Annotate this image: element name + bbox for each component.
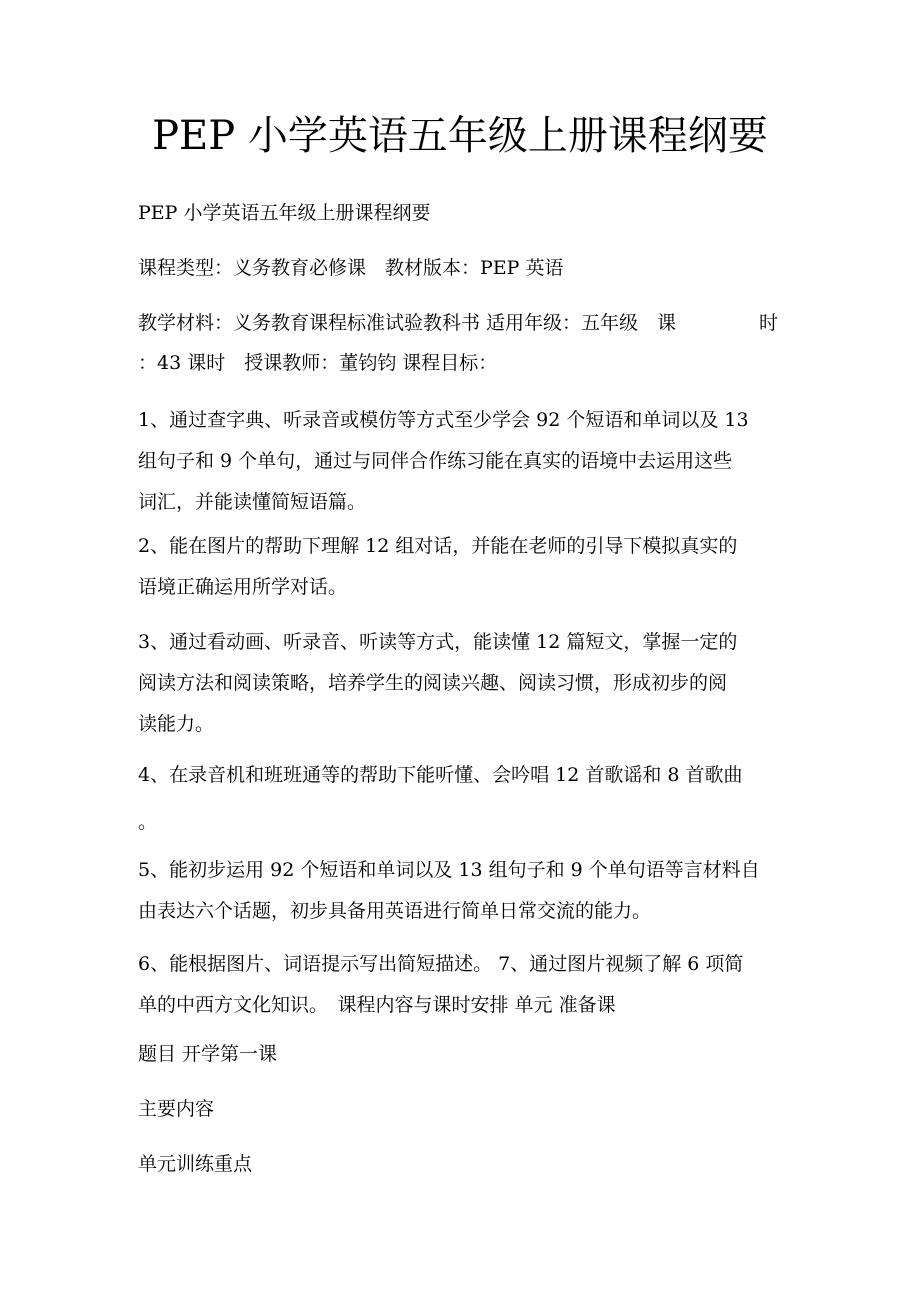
- goal-6-line-1: 6、能根据图片、词语提示写出简短描述。 7、通过图片视频了解 6 项简: [138, 953, 744, 975]
- goal-item-6-7: [138, 944, 788, 1026]
- goal-5-line-2: 由表达六个话题，初步具备用英语进行简单日常交流的能力。: [138, 900, 652, 922]
- unit-focus-label: 单元训练重点: [138, 1153, 253, 1175]
- goal-item-5: [138, 850, 788, 932]
- course-meta-materials: [138, 309, 788, 337]
- course-meta-hours-teacher: ：43 课时 授课教师：董钧钧 课程目标：: [138, 352, 498, 374]
- goal-item-1: [138, 400, 788, 523]
- goal-1-line-1: 1、通过查字典、听录音或模仿等方式至少学会 92 个短语和单词以及 13: [138, 409, 749, 431]
- course-meta-materials-right: 时: [758, 312, 778, 334]
- goal-5-line-1: 5、能初步运用 92 个短语和单词以及 13 组句子和 9 个单句语等言材料自: [138, 859, 760, 881]
- main-content-label: 主要内容: [138, 1098, 215, 1120]
- topic-line: 题目 开学第一课: [138, 1043, 278, 1065]
- goal-1-line-2: 组句子和 9 个单句，通过与同伴合作练习能在真实的语境中去运用这些: [138, 450, 733, 472]
- goal-item-3: [138, 622, 788, 745]
- document-subtitle: PEP 小学英语五年级上册课程纲要: [138, 202, 431, 224]
- goal-item-4: [138, 755, 788, 843]
- goal-2-line-1: 2、能在图片的帮助下理解 12 组对话，并能在老师的引导下模拟真实的: [138, 535, 738, 557]
- course-meta-type-version: 课程类型：义务教育必修课 教材版本：PEP 英语: [138, 257, 564, 279]
- goal-2-line-2: 语境正确运用所学对话。: [138, 576, 348, 598]
- goal-3-line-2: 阅读方法和阅读策略，培养学生的阅读兴趣、阅读习惯，形成初步的阅: [138, 672, 728, 694]
- goal-item-2: [138, 526, 788, 608]
- goal-1-line-3: 词汇，并能读懂简短语篇。: [138, 491, 367, 513]
- goal-3-line-3: 读能力。: [138, 713, 215, 735]
- document-title: PEP 小学英语五年级上册课程纲要: [152, 113, 768, 159]
- goal-3-line-1: 3、通过看动画、听录音、听读等方式，能读懂 12 篇短文，掌握一定的: [138, 631, 738, 653]
- goal-4-line-1: 4、在录音机和班班通等的帮助下能听懂、会吟唱 12 首歌谣和 8 首歌曲: [138, 764, 743, 786]
- goal-6-line-2: 单的中西方文化知识。 课程内容与课时安排 单元 准备课: [138, 994, 616, 1016]
- course-meta-materials-left: 教学材料：义务教育课程标准试验教科书 适用年级：五年级 课: [138, 312, 677, 334]
- goal-4-line-2: 。: [138, 811, 158, 833]
